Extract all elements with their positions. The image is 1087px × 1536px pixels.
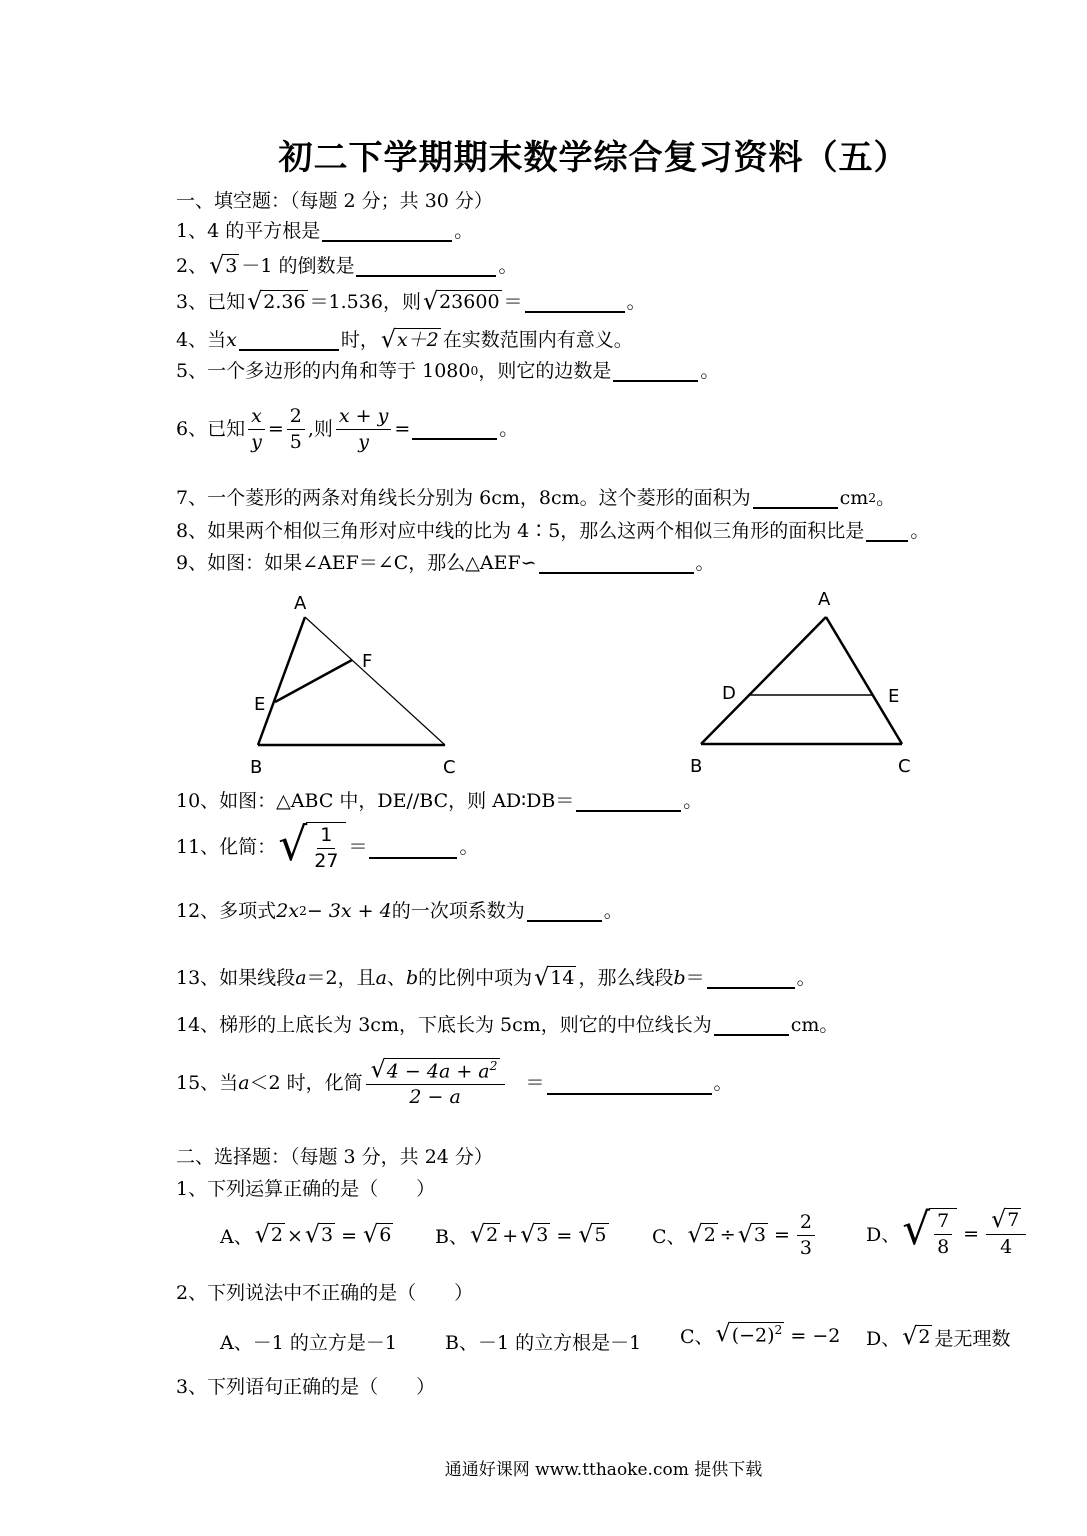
question-text: cm。 xyxy=(790,1014,839,1036)
question-text: ＜2 时，化简 xyxy=(249,1072,363,1095)
question-1-11 xyxy=(176,818,479,873)
sqrt-expression: √ 2.36 xyxy=(247,287,306,315)
equals-sign: ＝ xyxy=(525,1072,545,1095)
question-text: ＝2，且 xyxy=(306,966,376,989)
question-1-1 xyxy=(176,220,473,243)
superscript: 2 xyxy=(868,490,877,505)
sqrt-expression: √ 14 xyxy=(534,963,575,991)
question-text: 13、如果线段 xyxy=(176,966,296,989)
option-2-2-a[interactable]: A、－1 的立方是－1 xyxy=(220,1332,397,1354)
question-text: 14、梯形的上底长为 3cm，下底长为 5cm，则它的中位线长为 xyxy=(176,1014,712,1036)
question-1-4 xyxy=(176,325,633,353)
page-footer: 通通好课网 www.tthaoke.com 提供下载 xyxy=(444,1460,763,1480)
figure-triangle-aef xyxy=(240,585,480,785)
sqrt-expression: √ 3 xyxy=(209,251,238,279)
answer-blank[interactable] xyxy=(866,520,908,542)
question-text: 。 xyxy=(603,900,623,922)
answer-blank[interactable] xyxy=(707,967,795,989)
answer-blank[interactable] xyxy=(714,1014,789,1036)
superscript: 2 xyxy=(299,903,307,918)
question-text: 。 xyxy=(876,487,896,509)
question-text: ＝1.536，则 xyxy=(309,290,421,313)
question-text: 9、如图：如果∠AEF＝∠C，那么△AEF∽ xyxy=(176,552,537,574)
sqrt-expression: √ $\frac{1}{27}$ xyxy=(278,822,346,873)
section-header-multiple-choice: 二、选择题：（每题 3 分，共 24 分） xyxy=(176,1146,493,1168)
question-text: 7、一个菱形的两条对角线长分别为 6cm，8cm。这个菱形的面积为 xyxy=(176,487,751,509)
question-text: cm xyxy=(839,487,869,509)
math-expression: − 3x + 4 xyxy=(306,900,392,922)
answer-blank[interactable] xyxy=(753,487,838,509)
sqrt-expression: √ 23600 xyxy=(422,287,500,315)
question-text: 、 xyxy=(386,966,406,989)
variable: a xyxy=(238,1072,250,1095)
label-e: E xyxy=(254,694,266,715)
question-text: 。 xyxy=(700,360,720,382)
answer-blank[interactable] xyxy=(322,220,452,242)
superscript: 0 xyxy=(470,363,479,378)
variable: a xyxy=(295,966,307,989)
option-2-1-b[interactable]: B、 √ 2 + √ 3 = √ 5 xyxy=(435,1220,607,1249)
answer-blank[interactable] xyxy=(412,418,497,440)
fraction: $\frac{x}{y}$ xyxy=(248,404,265,454)
question-text: ＝ xyxy=(503,290,523,313)
label-a: A xyxy=(294,593,307,614)
label-c: C xyxy=(898,756,911,777)
question-text: ，则它的边数是 xyxy=(478,360,612,382)
question-1-14 xyxy=(176,1014,838,1037)
fraction: $\frac{2}{5}$ xyxy=(287,404,305,454)
question-2-1-stem: 1、下列运算正确的是（ ） xyxy=(176,1178,436,1200)
label-b: B xyxy=(250,757,263,778)
question-text: 。 xyxy=(626,290,646,313)
question-text: 。 xyxy=(796,966,816,989)
label-d: D xyxy=(722,683,736,704)
question-1-3 xyxy=(176,287,646,315)
question-text: 。 xyxy=(454,220,474,242)
answer-blank[interactable] xyxy=(576,790,681,812)
question-text: 的比例中项为 xyxy=(418,966,533,989)
label-c: C xyxy=(443,757,456,778)
question-text: 10、如图：△ABC 中，DE//BC，则 AD∶DB＝ xyxy=(176,790,575,812)
question-1-7 xyxy=(176,487,895,510)
option-2-1-c[interactable]: C、 √ 2 ÷ √ 3 = $\frac{2}{3}$ xyxy=(652,1210,818,1260)
question-text: 。 xyxy=(499,417,519,440)
variable: b xyxy=(405,966,419,989)
question-1-10 xyxy=(176,790,702,813)
variable: x xyxy=(226,328,237,351)
question-text: 。 xyxy=(910,520,930,542)
question-text: 15、当 xyxy=(176,1072,239,1095)
question-text: ,则 xyxy=(307,417,333,440)
question-text: 在实数范围内有意义。 xyxy=(442,328,633,351)
option-2-1-a[interactable]: A、 √ 2 × √ 3 = √ 6 xyxy=(220,1220,392,1249)
question-1-15 xyxy=(176,1055,733,1110)
label-f: F xyxy=(362,651,373,672)
question-text: 。 xyxy=(459,836,479,859)
option-2-2-c[interactable]: C、 √ $(-2)^2$ = −2 xyxy=(680,1319,841,1348)
question-text: 。 xyxy=(498,254,518,277)
question-text: 12、多项式 xyxy=(176,900,277,922)
answer-blank[interactable] xyxy=(539,552,694,574)
question-2-3-stem: 3、下列语句正确的是（ ） xyxy=(176,1376,436,1398)
option-2-2-d[interactable]: D、 √ 2 是无理数 xyxy=(866,1322,1011,1351)
section-header-fill-blank: 一、填空题：（每题 2 分；共 30 分） xyxy=(176,190,493,212)
option-2-1-d[interactable]: D、 √ $\frac{7}{8}$ = √ 7 4 xyxy=(866,1208,1029,1259)
question-text: 3、已知 xyxy=(176,290,246,313)
equals-sign: ＝ xyxy=(685,966,705,989)
question-text: 。 xyxy=(713,1072,733,1095)
answer-blank[interactable] xyxy=(547,1073,712,1095)
question-1-8 xyxy=(176,520,929,543)
equals-sign: = xyxy=(267,417,284,440)
question-text: 。 xyxy=(683,790,703,812)
answer-blank[interactable] xyxy=(356,255,496,277)
question-text: ，那么线段 xyxy=(578,966,674,989)
question-1-5 xyxy=(176,360,719,383)
question-text: －1 的倒数是 xyxy=(241,254,355,277)
equals-sign: ＝ xyxy=(348,836,368,859)
question-1-13 xyxy=(176,963,816,991)
question-1-6 xyxy=(176,404,518,454)
question-text: 5、一个多边形的内角和等于 1080 xyxy=(176,360,471,382)
label-b: B xyxy=(690,756,703,777)
fraction: $\frac{x + y}{y}$ xyxy=(336,404,391,454)
answer-blank[interactable] xyxy=(613,360,698,382)
sqrt-expression: √ x＋2 xyxy=(380,325,439,353)
variable: a xyxy=(375,966,387,989)
question-text: 6、已知 xyxy=(176,417,246,440)
question-text: 11、化简： xyxy=(176,836,277,859)
math-expression: 2x xyxy=(276,900,299,922)
question-text: 时， xyxy=(340,328,379,351)
answer-blank[interactable] xyxy=(527,900,602,922)
question-1-12 xyxy=(176,900,623,923)
variable: b xyxy=(673,966,686,989)
question-2-2-stem: 2、下列说法中不正确的是（ ） xyxy=(176,1282,474,1304)
question-text: 的一次项系数为 xyxy=(391,900,525,922)
answer-blank[interactable] xyxy=(239,329,339,351)
label-a: A xyxy=(818,589,831,610)
page-title: 初二下学期期末数学综合复习资料（五） xyxy=(278,138,909,178)
question-text: 1、4 的平方根是 xyxy=(176,220,321,242)
equals-sign: = xyxy=(394,417,411,440)
answer-blank[interactable] xyxy=(525,291,625,313)
option-2-2-b[interactable]: B、－1 的立方根是－1 xyxy=(445,1332,642,1354)
fraction: √ $4 - 4a + a^2$ 2 − a xyxy=(366,1058,505,1110)
question-text: 2、 xyxy=(176,254,208,277)
question-text: 。 xyxy=(695,552,715,574)
question-text: 8、如果两个相似三角形对应中线的比为 4∶5，那么这两个相似三角形的面积比是 xyxy=(176,520,865,542)
answer-blank[interactable] xyxy=(369,837,457,859)
label-e: E xyxy=(888,686,900,707)
question-1-2 xyxy=(176,251,518,279)
figure-triangle-abc-de xyxy=(680,585,930,785)
question-1-9 xyxy=(176,552,715,575)
question-text: 4、当 xyxy=(176,328,227,351)
